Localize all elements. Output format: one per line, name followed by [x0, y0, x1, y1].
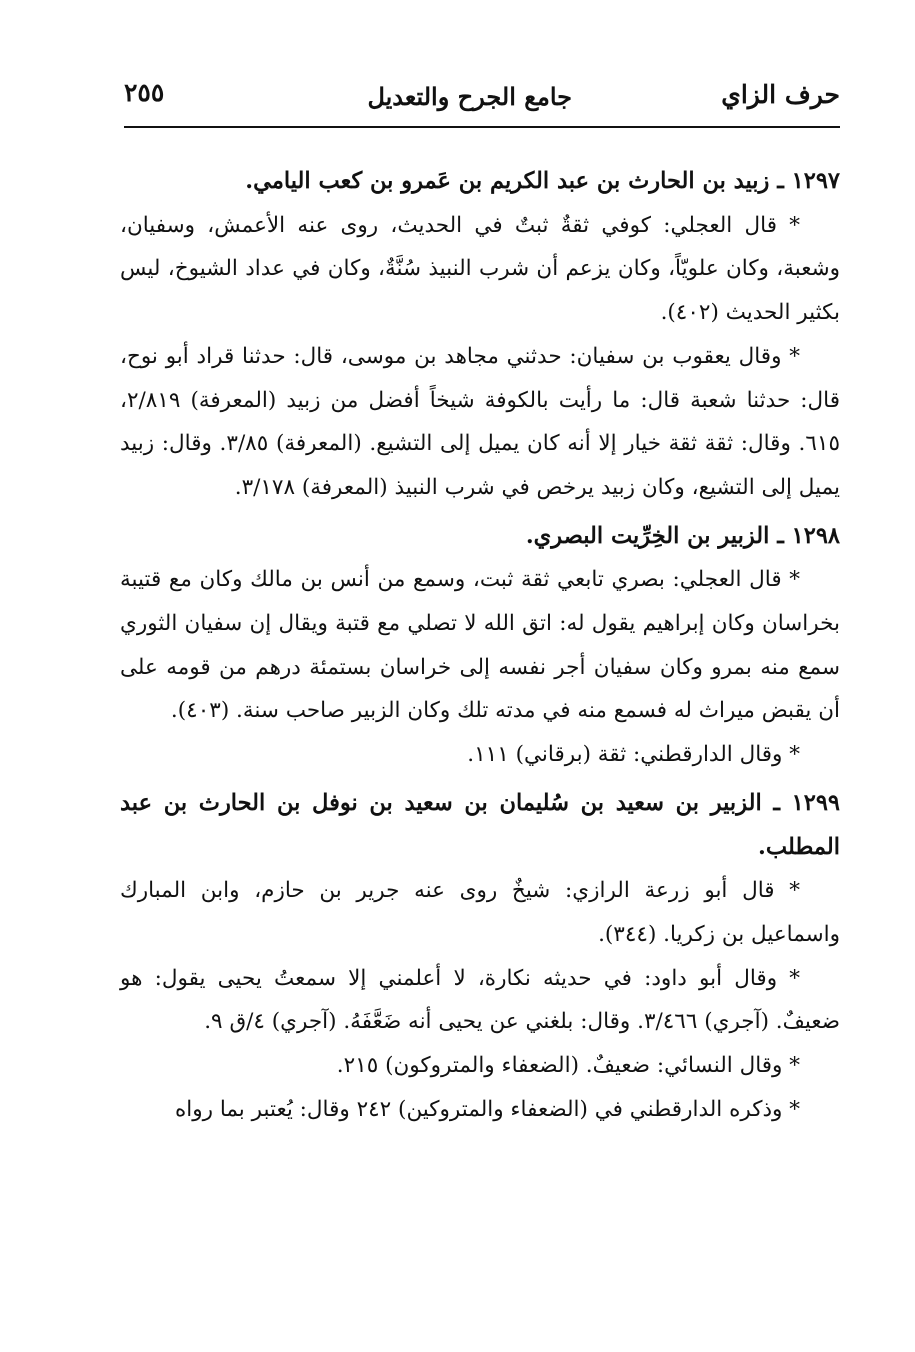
page-body	[120, 160, 840, 1131]
page-number: ٢٥٥	[124, 78, 165, 107]
paragraph: * قال العجلي: كوفي ثقةٌ ثبتٌ في الحديث، روى عنه الأعمش، وسفيان، وشعبة، وكان علويّاً، وكان يزعم أن شرب النبيذ سُنَّةٌ، وكان في عداد الشيوخ، ليس بكثير الحديث (٤٠٢).	[120, 212, 840, 326]
paragraph: * قال العجلي: بصري تابعي ثقة ثبت، وسمع من أنس بن مالك وكان مع قتيبة بخراسان وكان إبراهيم يقول له: اتق الله لا تصلي مع قتبة ويقال إن سفيان الثوري سمع منه بمرو وكان سفيان أجر نفسه إلى خراسان بستمئة درهم من قومه على أن يقبض ميراث له فسمع منه في مدته تلك وكان الزبير صاحب سنة. (٤٠٣).	[120, 567, 840, 724]
chapter-heading: حرف الزاي	[721, 80, 840, 109]
header-rule	[124, 126, 840, 128]
paragraph: * وقال النسائي: ضعيفٌ. (الضعفاء والمتروكون) ٢١٥.	[336, 1053, 800, 1079]
entry-title: ١٢٩٨ ـ الزبير بن الخِرِّيت البصري.	[525, 522, 840, 549]
running-header	[124, 78, 840, 122]
paragraph: * وذكره الدارقطني في (الضعفاء والمتروكين) ٢٤٢ وقال: يُعتبر بما رواه	[174, 1096, 800, 1122]
entry-title: ١٢٩٩ ـ الزبير بن سعيد بن سُليمان بن سعيد بن نوفل بن الحارث بن عبد المطلب.	[120, 789, 840, 860]
paragraph: * وقال الدارقطني: ثقة (برقاني) ١١١.	[467, 742, 800, 768]
entry-title: ١٢٩٧ ـ زبيد بن الحارث بن عبد الكريم بن عَمرو بن كعب اليامي.	[245, 168, 840, 194]
paragraph: * وقال أبو داود: في حديثه نكارة، لا أعلمني إلا سمعتُ يحيى يقول: هو ضعيفٌ. (آجري) ٣/٤٦٦. وقال: بلغني عن يحيى أنه ضَعَّفَهُ. (آجري) ٤/ق ٩.	[120, 965, 840, 1035]
book-title: جامع الجرح والتعديل	[367, 82, 572, 111]
paragraph: * وقال يعقوب بن سفيان: حدثني مجاهد بن موسى، قال: حدثنا قراد أبو نوح، قال: حدثنا شعبة قال: ما رأيت بالكوفة شيخاً أفضل من زبيد (المعرفة) ٢/٨١٩، ٦١٥. وقال: ثقة ثقة خيار إلا أنه كان يميل إلى التشيع. (المعرفة) ٣/٨٥. وقال: زبيد يميل إلى التشيع، وكان زبيد يرخص في شرب النبيذ (المعرفة) ٣/١٧٨.	[120, 343, 840, 500]
paragraph: * قال أبو زرعة الرازي: شيخٌ روى عنه جرير بن حازم، وابن المبارك واسماعيل بن زكريا. (٣٤٤).	[120, 878, 840, 947]
